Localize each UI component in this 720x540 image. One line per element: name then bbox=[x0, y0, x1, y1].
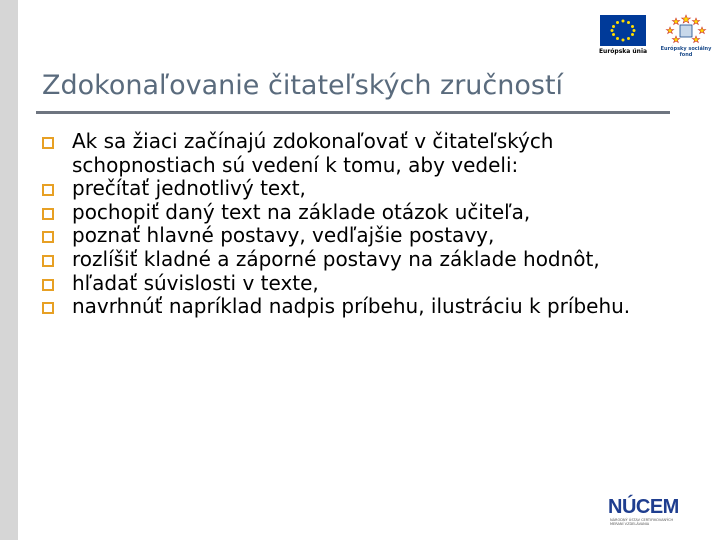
esf-logo bbox=[660, 13, 712, 63]
list-item bbox=[42, 295, 682, 319]
esf-logo-text: Európsky sociálny fond bbox=[660, 46, 712, 58]
square-bullet-icon bbox=[42, 208, 54, 220]
title-divider bbox=[36, 111, 670, 114]
list-item-text: navrhnúť napríklad nadpis príbehu, ilustráciu k príbehu. bbox=[72, 294, 631, 319]
list-item bbox=[42, 224, 682, 248]
square-bullet-icon bbox=[42, 137, 54, 149]
eu-logo-text: Európska únia bbox=[598, 48, 648, 55]
eu-flag-icon bbox=[600, 15, 646, 46]
list-item bbox=[42, 248, 682, 272]
list-item-text: Ak sa žiaci začínajú zdokonaľovať v čitateľských schopnostiach sú vedení k tomu, aby vedeli: bbox=[72, 129, 554, 177]
list-item-text: rozlíšiť kladné a záporné postavy na základe hodnôt, bbox=[72, 246, 600, 271]
nucem-logo-text: NÚCEM bbox=[608, 496, 679, 518]
page-title: Zdokonaľovanie čitateľských zručností bbox=[42, 70, 564, 101]
nucem-logo-subtitle: NÁRODNÝ ÚSTAV CERTIFIKOVANÝCH MERANÍ VZDELÁVANIA bbox=[610, 518, 674, 526]
list-item-text: hľadať súvislosti v texte, bbox=[72, 270, 319, 295]
bullet-list bbox=[42, 130, 682, 319]
square-bullet-icon bbox=[42, 279, 54, 291]
list-item bbox=[42, 130, 682, 177]
list-item-text: pochopiť daný text na základe otázok učiteľa, bbox=[72, 199, 531, 224]
list-item bbox=[42, 272, 682, 296]
list-item bbox=[42, 201, 682, 225]
eu-logo bbox=[596, 15, 650, 63]
square-bullet-icon bbox=[42, 302, 54, 314]
esf-stars-icon bbox=[660, 13, 712, 47]
left-sidebar-strip bbox=[0, 0, 18, 540]
square-bullet-icon bbox=[42, 184, 54, 196]
list-item-text: poznať hlavné postavy, vedľajšie postavy, bbox=[72, 223, 495, 248]
square-bullet-icon bbox=[42, 255, 54, 267]
list-item bbox=[42, 177, 682, 201]
square-bullet-icon bbox=[42, 231, 54, 243]
nucem-logo bbox=[608, 496, 688, 528]
list-item-text: prečítať jednotlivý text, bbox=[72, 176, 306, 201]
